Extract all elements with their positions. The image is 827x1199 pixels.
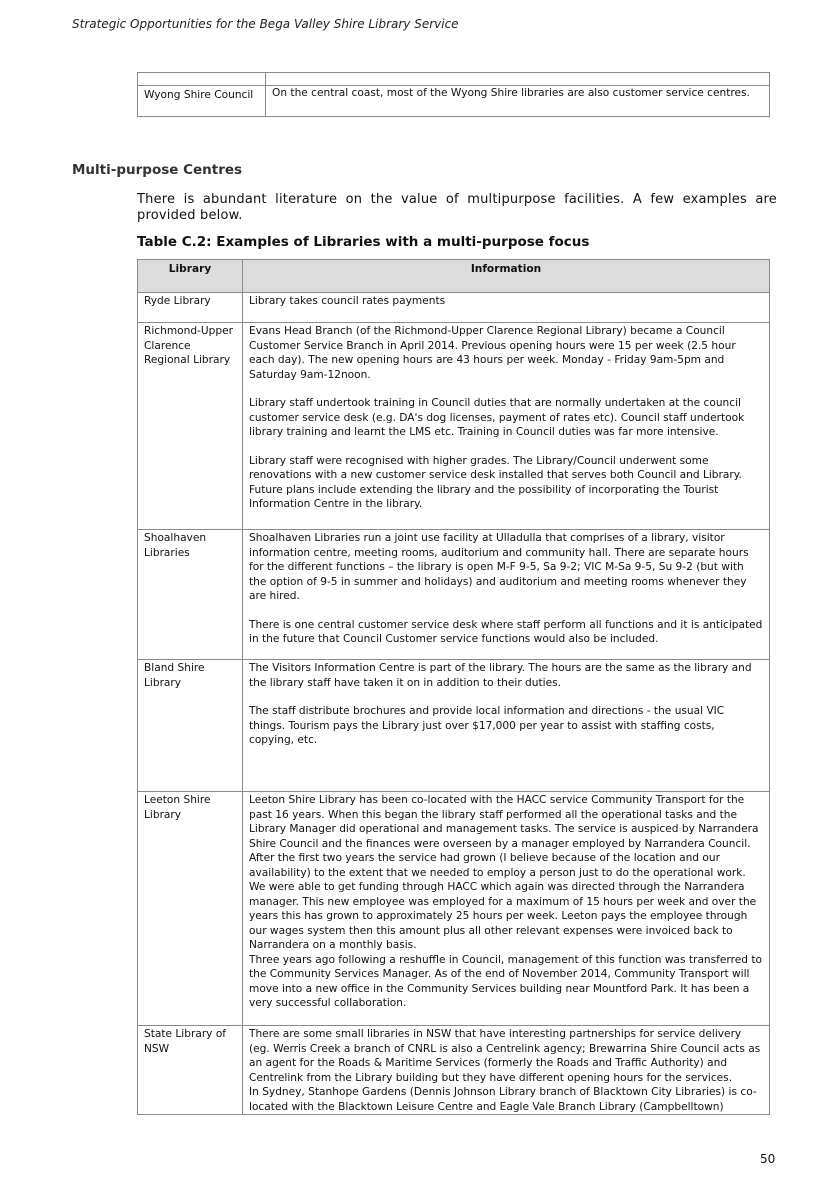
library-name: Wyong Shire Council: [138, 86, 266, 117]
info-paragraph: Library takes council rates payments: [249, 295, 446, 307]
running-header: Strategic Opportunities for the Bega Valley Shire Library Service: [72, 17, 459, 31]
library-info: [243, 293, 770, 323]
section-heading: Multi-purpose Centres: [72, 162, 243, 178]
info-paragraph: Evans Head Branch (of the Richmond-Upper Clarence Regional Library) became a Council Customer Service Branch in April 2014. Previous opening hours were 15 per week (2.5 hour each day). The new opening hours are 43 hours per week. Monday - Friday 9am-5pm and Saturday 9am-12noon.: [249, 325, 736, 381]
info-paragraph: There is one central customer service desk where staff perform all functions and it is anticipated in the future that Council Customer service functions would also be included.: [249, 618, 763, 645]
page-number: 50: [760, 1152, 776, 1166]
column-header-library: Library: [138, 260, 243, 293]
library-name: Leeton Shire Library: [138, 792, 243, 1026]
library-info: [243, 1026, 770, 1115]
info-paragraph: Library staff undertook training in Council duties that are normally undertaken at the council customer service desk (e.g. DA's dog licenses, payment of rates etc). Council staff undertook library training and learnt the LMS etc. Training in Council duties was far more intensive.: [249, 397, 745, 438]
library-name: State Library of NSW: [138, 1026, 243, 1115]
library-info: [243, 530, 770, 660]
table-row: [138, 792, 770, 1026]
info-paragraph: Library staff were recognised with higher grades. The Library/Council underwent some renovations with a new customer service desk installed that serves both Council and Library. Future plans include extending the library and the possibility of incorporating the Tourist Information Centre in the library.: [249, 454, 742, 510]
library-name: Bland Shire Library: [138, 660, 243, 792]
table-row: [138, 530, 770, 660]
info-paragraph: In Sydney, Stanhope Gardens (Dennis Johnson Library branch of Blacktown City Libraries) is co-located with the Blacktown Leisure Centre and Eagle Vale Branch Library (Campbelltown): [249, 1086, 757, 1113]
info-paragraph: There are some small libraries in NSW that have interesting partnerships for service delivery (eg. Werris Creek a branch of CNRL is also a Centrelink agency; Brewarrina Shire Council acts as an agent for the Roads & Maritime Services (formerly the Roads and Traffic Authority) and Centrelink from the Library building but they have different opening hours for the services.: [249, 1028, 761, 1084]
table-row: [138, 1026, 770, 1115]
library-info: [243, 660, 770, 792]
table-row: [138, 293, 770, 323]
info-paragraph: The Visitors Information Centre is part of the library. The hours are the same as the library and the library staff have taken it on in addition to their duties.: [249, 662, 752, 689]
column-header-information: Information: [243, 260, 770, 293]
table-row: [138, 86, 770, 117]
table-header-row: [138, 260, 770, 293]
library-name: Richmond-Upper Clarence Regional Library: [138, 323, 243, 530]
library-name: Shoalhaven Libraries: [138, 530, 243, 660]
info-paragraph: Leeton Shire Library has been co-located with the HACC service Community Transport for the past 16 years. When this began the library staff performed all the operational tasks and the Library Manager did operational and management tasks. The service is auspiced by Narrandera Shire Council and the finances were overseen by a manager employed by Narrandera Council. After the first two years the service had grown (I believe because of the location and our availability) to the extent that we needed to employ a person just to do the operational work. We were able to get funding through HACC which again was directed through the Narrandera manager. This new employee was employed for a maximum of 15 hours per week and over the years this has grown to approximately 25 hours per week. Leeton pays the employee through our wages system then this amount plus all other relevant expenses were invoiced back to Narrandera on a monthly basis.: [249, 794, 759, 951]
library-info: [243, 323, 770, 530]
table-caption: Table C.2: Examples of Libraries with a multi-purpose focus: [137, 234, 590, 250]
intro-paragraph: There is abundant literature on the value of multipurpose facilities. A few examples are provided below.: [137, 192, 777, 223]
info-paragraph: The staff distribute brochures and provide local information and directions - the usual VIC things. Tourism pays the Library just over $17,000 per year to assist with staffing costs, copying, etc.: [249, 705, 725, 746]
library-info: On the central coast, most of the Wyong Shire libraries are also customer service centres.: [266, 86, 770, 117]
info-paragraph: Three years ago following a reshuffle in Council, management of this function was transferred to the Community Services Manager. As of the end of November 2014, Community Transport will move into a new office in the Community Services building near Mountford Park. It has been a very successful collaboration.: [249, 953, 762, 1009]
libraries-table: [137, 259, 770, 1115]
library-name: Ryde Library: [138, 293, 243, 323]
continued-table: [137, 72, 770, 117]
library-info: [243, 792, 770, 1026]
table-row: [138, 660, 770, 792]
table-row: [138, 323, 770, 530]
info-paragraph: Shoalhaven Libraries run a joint use facility at Ulladulla that comprises of a library, visitor information centre, meeting rooms, auditorium and community hall. There are separate hours for the different functions – the library is open M-F 9-5, Sa 9-2; VIC M-Sa 9-5, Su 9-2 (but with the option of 9-5 in summer and holidays) and auditorium and meeting rooms whenever they are hired.: [249, 532, 749, 602]
